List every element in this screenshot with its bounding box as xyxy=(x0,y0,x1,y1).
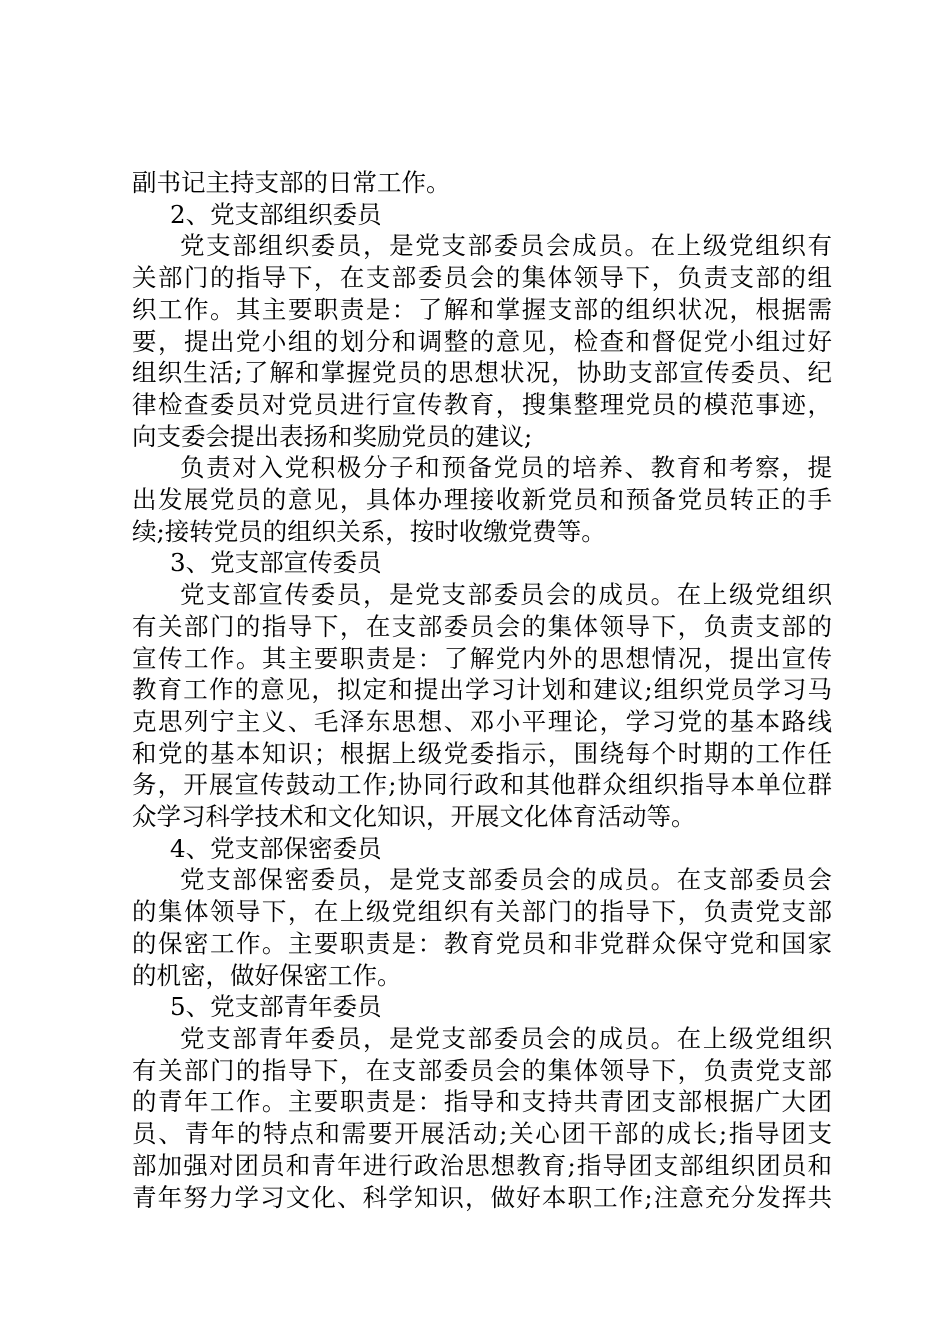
text-line: 宣传工作。其主要职责是：了解党内外的思想情况，提出宣传 xyxy=(132,643,832,673)
section-heading-confidentiality xyxy=(132,833,832,865)
text-line: 部加强对团员和青年进行政治思想教育;指导团支部组织团员和 xyxy=(132,1150,832,1180)
text-line: 的机密，做好保密工作。 xyxy=(132,960,402,990)
section-heading-organization xyxy=(132,199,832,231)
text-line: 青年努力学习文化、科学知识，做好本职工作;注意充分发挥共 xyxy=(132,1182,832,1212)
text-line: 党支部组织委员，是党支部委员会成员。在上级党组织有 xyxy=(180,231,832,261)
heading-text: 5、党支部青年委员 xyxy=(170,992,382,1022)
section-heading-youth xyxy=(132,991,832,1023)
heading-text: 3、党支部宣传委员 xyxy=(170,548,382,578)
text-line: 出发展党员的意见，具体办理接收新党员和预备党员转正的手 xyxy=(132,485,832,515)
paragraph-organization-duties-continued xyxy=(132,452,832,547)
heading-text: 2、党支部组织委员 xyxy=(170,199,382,229)
text-line: 副书记主持支部的日常工作。 xyxy=(132,168,451,197)
text-line: 的保密工作。主要职责是：教育党员和非党群众保守党和国家 xyxy=(132,928,832,958)
text-line: 党支部宣传委员，是党支部委员会的成员。在上级党组织 xyxy=(180,580,832,610)
text-line: 的集体领导下，在上级党组织有关部门的指导下，负责党支部 xyxy=(132,897,832,927)
text-line: 务，开展宣传鼓动工作;协同行政和其他群众组织指导本单位群 xyxy=(132,770,832,800)
text-line: 负责对入党积极分子和预备党员的培养、教育和考察，提 xyxy=(180,453,832,483)
heading-text: 4、党支部保密委员 xyxy=(170,833,382,863)
text-line: 律检查委员对党员进行宣传教育，搜集整理党员的模范事迹， xyxy=(132,389,832,419)
text-line: 党支部青年委员，是党支部委员会的成员。在上级党组织 xyxy=(180,1023,832,1053)
text-line: 有关部门的指导下，在支部委员会的集体领导下，负责党支部 xyxy=(132,1055,832,1085)
text-line: 织工作。其主要职责是：了解和掌握支部的组织状况，根据需 xyxy=(132,294,832,324)
text-line: 和党的基本知识；根据上级党委指示，围绕每个时期的工作任 xyxy=(132,738,832,768)
text-line: 要，提出党小组的划分和调整的意见，检查和督促党小组过好 xyxy=(132,326,832,356)
paragraph-confidentiality-duties xyxy=(132,864,832,991)
document-body xyxy=(132,167,832,1213)
text-line: 众学习科学技术和文化知识，开展文化体育活动等。 xyxy=(132,802,696,832)
paragraph-propaganda-duties xyxy=(132,579,832,833)
text-line: 关部门的指导下，在支部委员会的集体领导下，负责支部的组 xyxy=(132,263,832,293)
text-line: 教育工作的意见，拟定和提出学习计划和建议;组织党员学习马 xyxy=(132,675,832,705)
paragraph-continuation xyxy=(132,167,832,199)
text-line: 克思列宁主义、毛泽东思想、邓小平理论，学习党的基本路线 xyxy=(132,706,832,736)
section-heading-propaganda xyxy=(132,547,832,579)
paragraph-organization-duties xyxy=(132,230,832,452)
text-line: 的青年工作。主要职责是：指导和支持共青团支部根据广大团 xyxy=(132,1087,832,1117)
text-line: 向支委会提出表扬和奖励党员的建议; xyxy=(132,421,533,451)
text-line: 员、青年的特点和需要开展活动;关心团干部的成长;指导团支 xyxy=(132,1119,832,1149)
text-line: 有关部门的指导下，在支部委员会的集体领导下，负责支部的 xyxy=(132,611,832,641)
paragraph-youth-duties xyxy=(132,1023,832,1213)
text-line: 组织生活;了解和掌握党员的思想状况，协助支部宣传委员、纪 xyxy=(132,358,832,388)
text-line: 党支部保密委员，是党支部委员会的成员。在支部委员会 xyxy=(180,865,832,895)
text-line: 续;接转党员的组织关系，按时收缴党费等。 xyxy=(132,516,606,546)
